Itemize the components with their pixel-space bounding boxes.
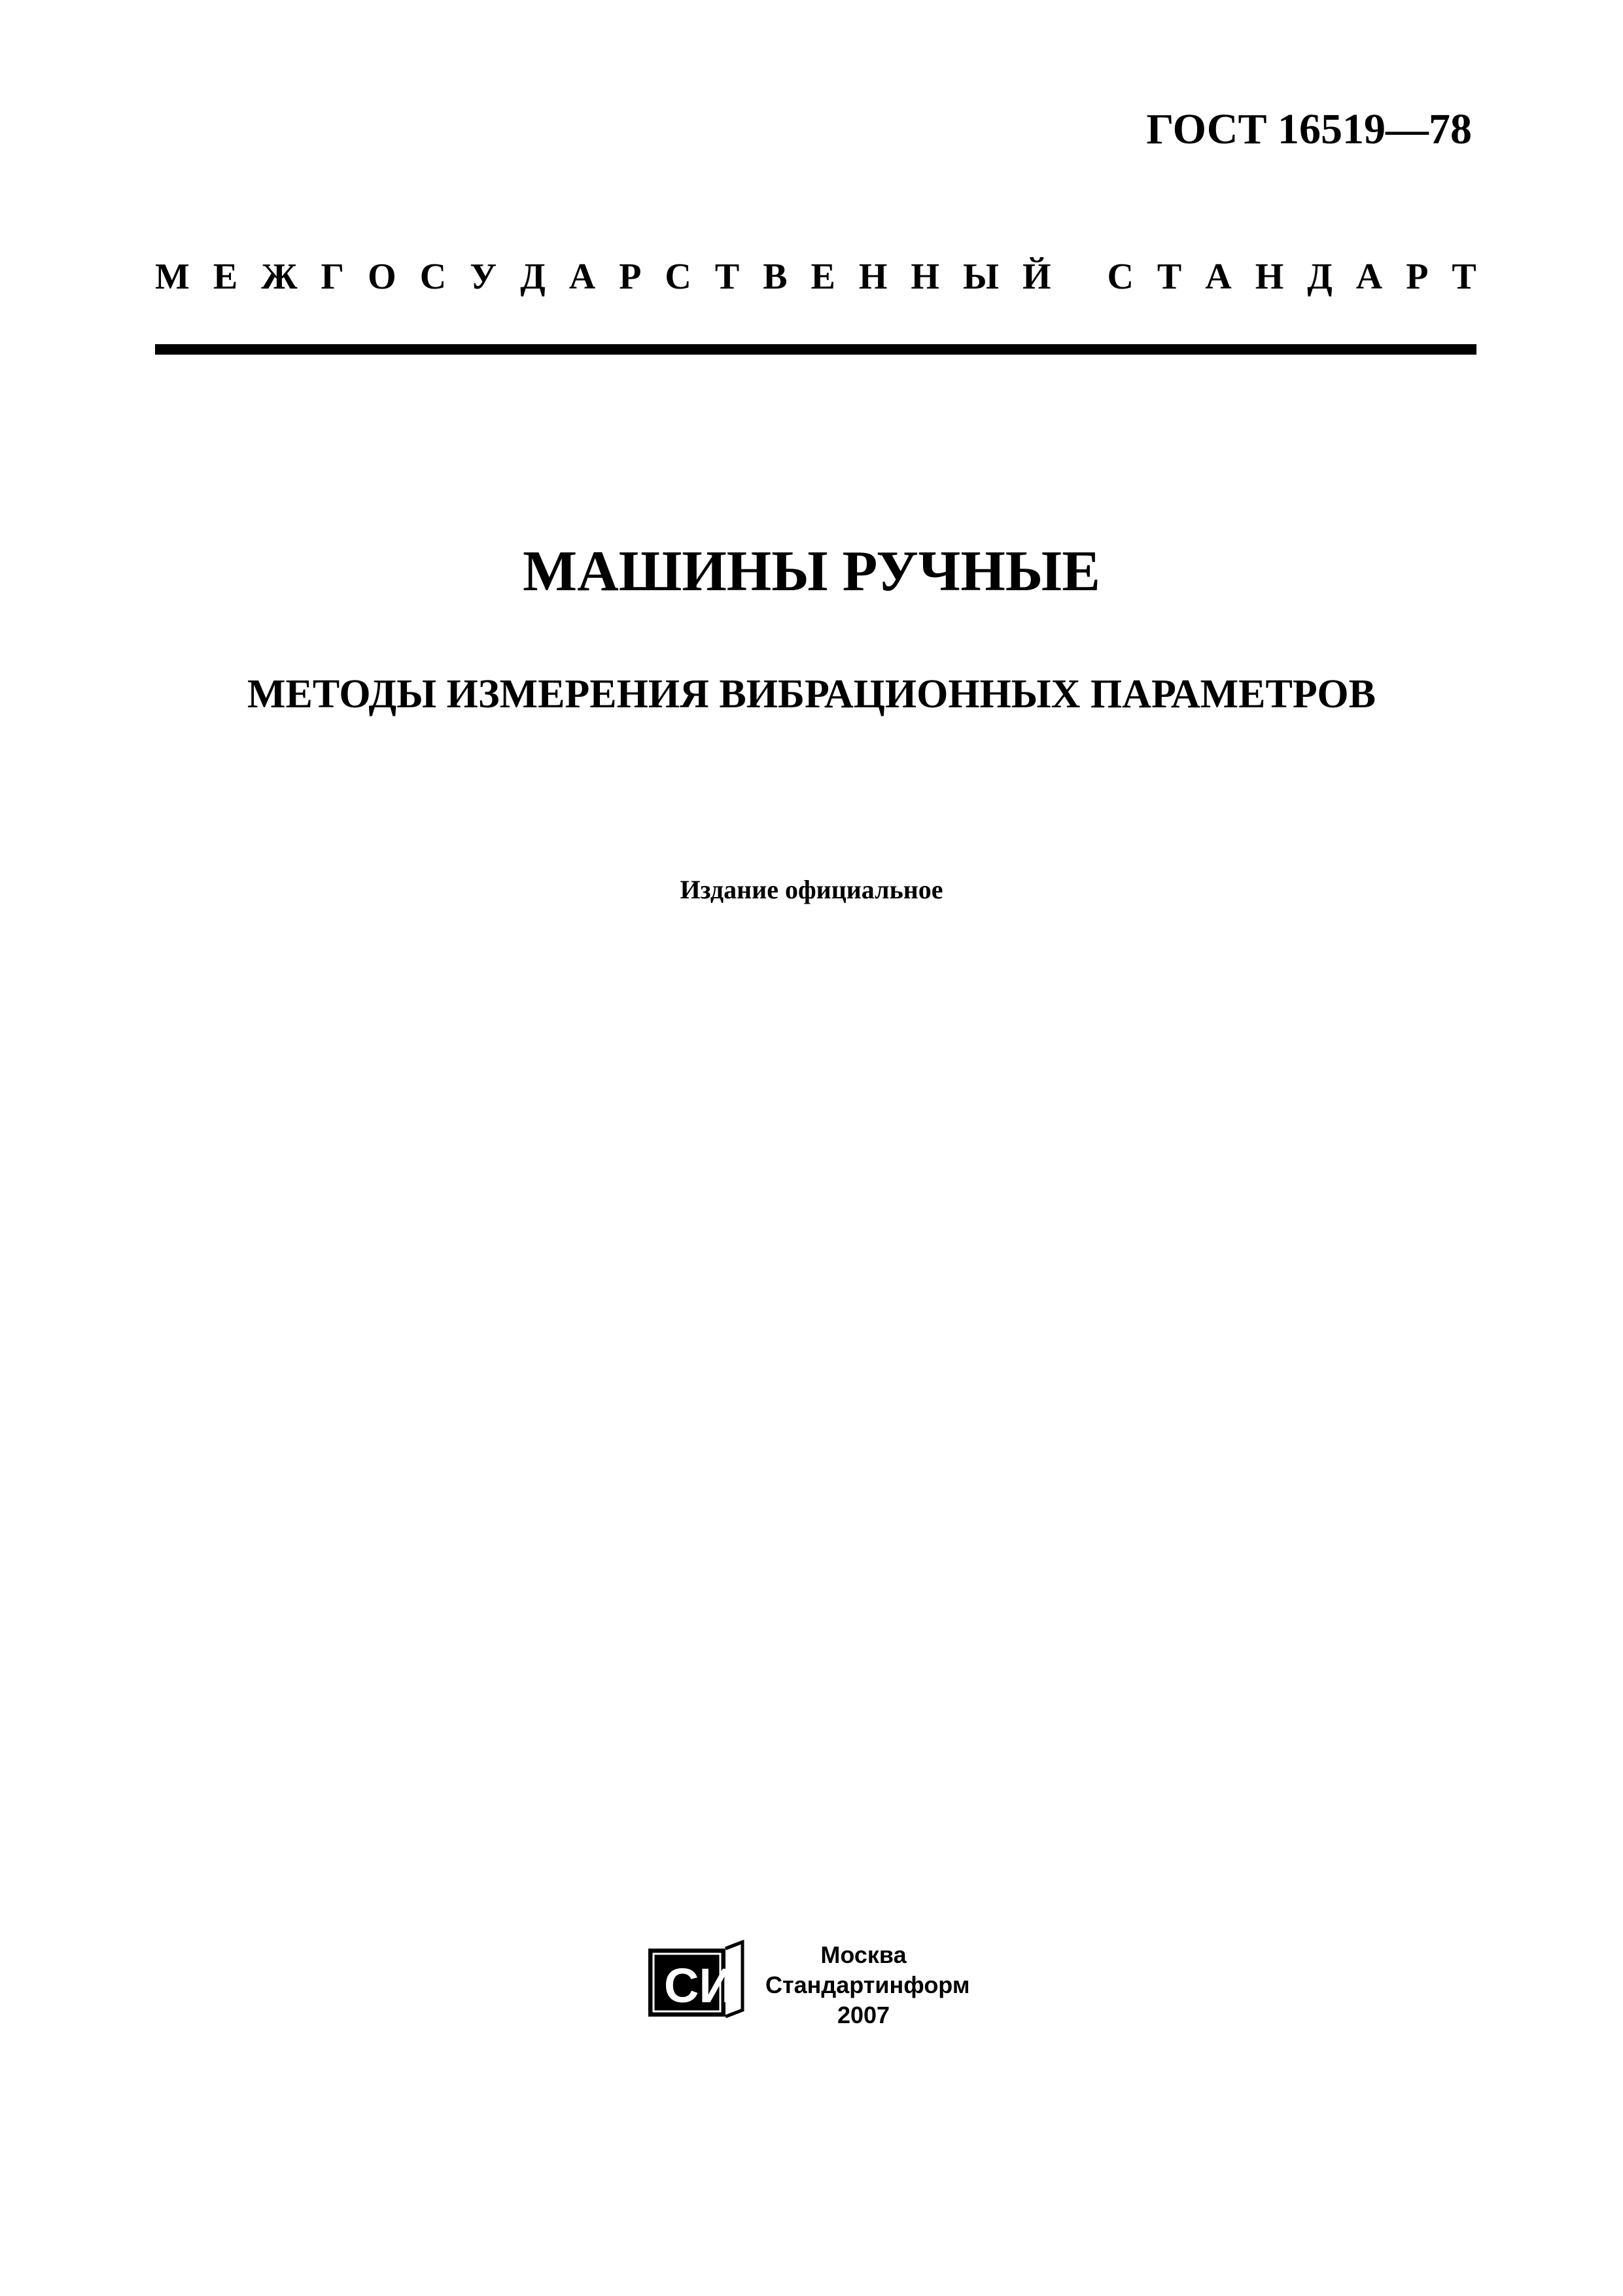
banner-letter: М [155, 256, 190, 297]
banner-letter: О [368, 256, 396, 297]
standartinform-logo-icon [644, 1937, 749, 2028]
banner-letter: Е [213, 256, 238, 297]
imprint-publisher: Стандартинформ [765, 1971, 970, 1998]
banner-letter: Г [321, 256, 345, 297]
logo-lettering: СИ [664, 1958, 734, 2013]
banner-letter: А [1355, 256, 1383, 297]
banner-letter: Р [1406, 256, 1429, 297]
edition-note: Издание официальное [680, 875, 943, 904]
banner-letter: Т [714, 256, 740, 297]
imprint-year: 2007 [837, 2002, 890, 2028]
banner-letter: Н [911, 256, 939, 297]
document-title: МАШИНЫ РУЧНЫЕ [523, 540, 1100, 603]
document-number: ГОСТ 16519—78 [1146, 105, 1472, 153]
banner-letter: Ж [261, 256, 298, 297]
banner-letter: Н [1255, 256, 1284, 297]
banner-letter: С [419, 256, 447, 297]
banner-letter: С [665, 256, 691, 297]
publisher-imprint [765, 1940, 970, 2030]
banner-letter: Д [1307, 256, 1333, 297]
banner-letter: С [1107, 256, 1134, 297]
banner-letter: А [568, 256, 596, 297]
banner-letter: Т [1157, 256, 1182, 297]
banner-letter: Ы [962, 256, 999, 297]
imprint-city: Москва [820, 1941, 907, 1968]
banner-letter: Р [619, 256, 642, 297]
banner-letter: У [470, 256, 497, 297]
header-divider [155, 344, 1476, 355]
banner-letter: Н [858, 256, 888, 297]
banner-letter: В [763, 256, 788, 297]
banner-letter: А [1205, 256, 1232, 297]
banner-letter: Й [1022, 256, 1051, 297]
standard-category-banner [155, 258, 1476, 295]
banner-letter: Е [811, 256, 835, 297]
banner-letter: Т [1452, 256, 1476, 297]
document-subtitle: МЕТОДЫ ИЗМЕРЕНИЯ ВИБРАЦИОННЫХ ПАРАМЕТРОВ [247, 672, 1376, 716]
banner-letter: Д [520, 256, 546, 297]
banner-letter [1075, 258, 1084, 295]
